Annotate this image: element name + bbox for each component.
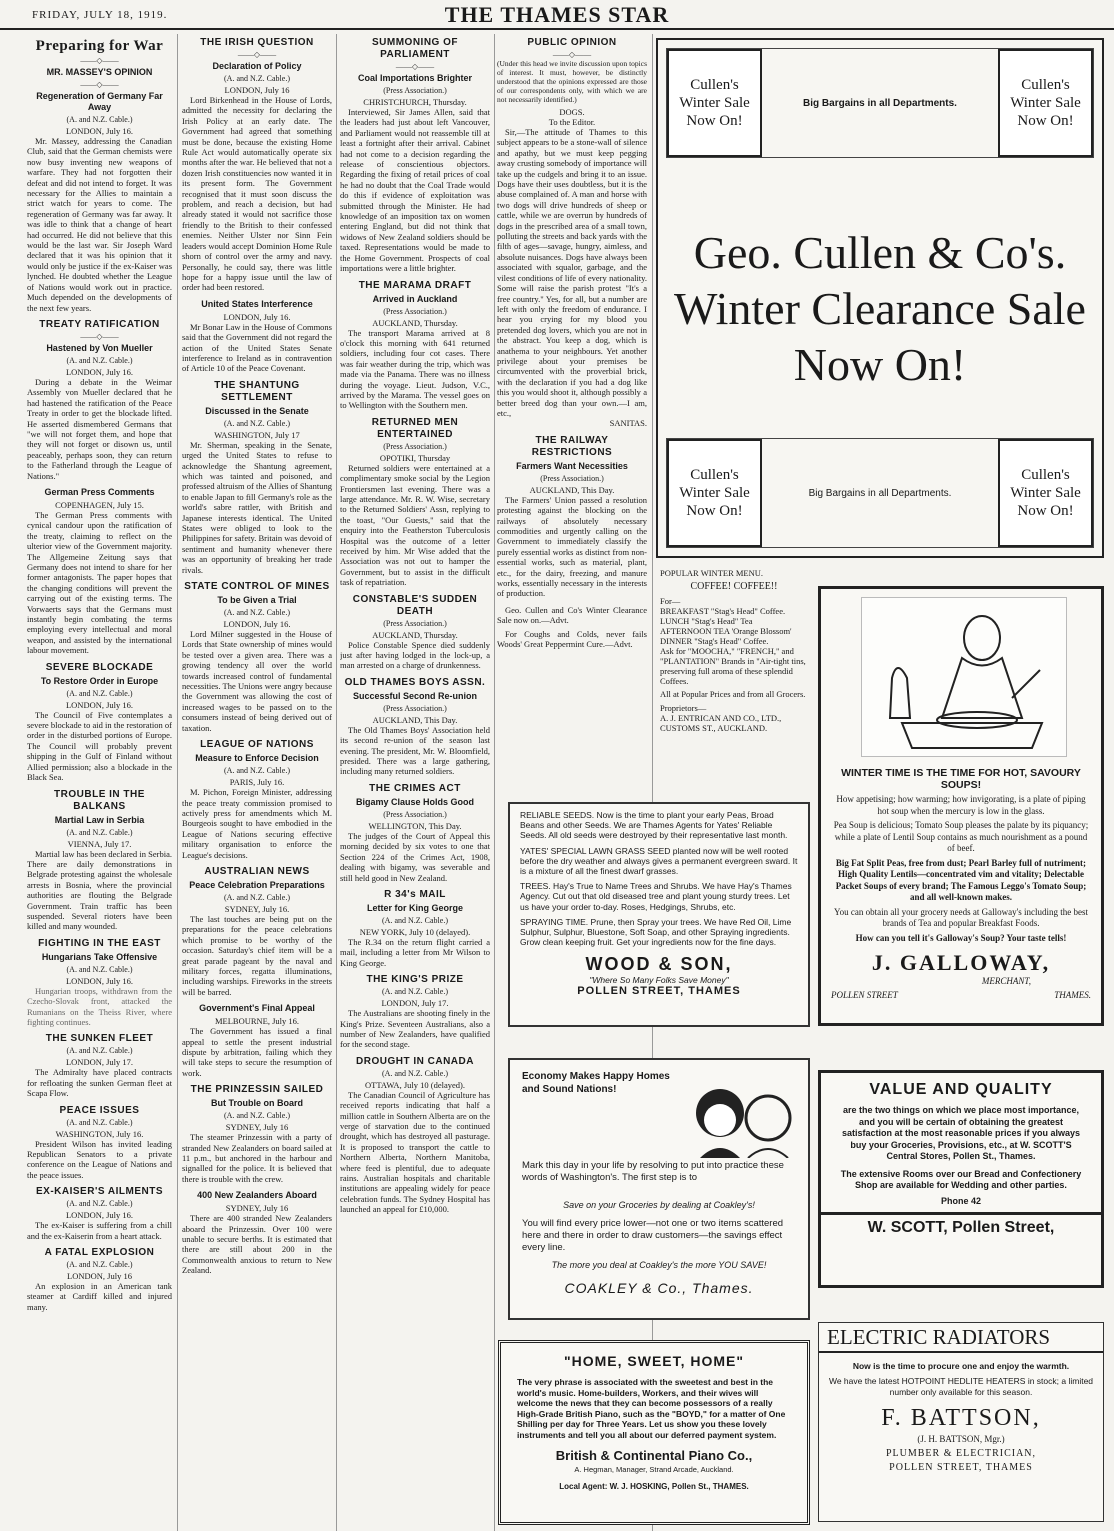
coakley-name: COAKLEY & Co., Thames. bbox=[564, 1280, 754, 1296]
piano-headline: "HOME, SWEET, HOME" bbox=[563, 1353, 745, 1369]
merchant-role: MERCHANT, bbox=[981, 976, 1031, 986]
article-us-interference bbox=[182, 299, 332, 374]
seeds-para: RELIABLE SEEDS. Now is the time to plant your early Peas, Broad Beans and other Seeds. We are Thames Agents for Yates' Reliable Seeds. All old seeds were destroyed by their representative last month. bbox=[520, 810, 788, 841]
article-dateline: LONDON, July 17. bbox=[381, 998, 449, 1009]
article-source: (A. and N.Z. Cable.) bbox=[66, 1117, 133, 1127]
article-headline: 400 New Zealanders Aboard bbox=[197, 1190, 317, 1201]
article-subhead: Arrived in Auckland bbox=[372, 293, 458, 304]
article-source: (A. and N.Z. Cable.) bbox=[224, 1111, 290, 1121]
ornament: ——◇—— bbox=[80, 80, 119, 89]
article-source: (Press Association.) bbox=[383, 809, 447, 819]
article-headline: RETURNED MEN ENTERTAINED bbox=[371, 416, 459, 440]
article-body: The Canadian Council of Agriculture has received reports indicating that half a million cattle in Southern Alberta are on the verge of starvation due to the continued drought, which has destroyed all pasturage. It is proposed to transport the cattle to Northern Alberta, Northern Manitoba, where feed is plentiful, due to adequate rains. Australian hospitals and charitable institutions are appealing widely for peace celebration funds. The Sydney Hospital has launched an appeal for £10,000. bbox=[340, 1089, 490, 1215]
article-dateline: AUCKLAND, This Day. bbox=[529, 484, 615, 495]
article-body: The ex-Kaiser is suffering from a chill and the ex-Kaiserin from a heart attack. bbox=[27, 1220, 172, 1241]
paper-title: THE THAMES STAR bbox=[444, 2, 670, 27]
menu-proprietors: Proprietors— bbox=[660, 703, 707, 713]
menu-line: BREAKFAST "Stag's Head" Coffee. bbox=[660, 606, 786, 616]
diner-eating-soup-icon bbox=[862, 598, 1068, 758]
letter-signature: SANITAS. bbox=[609, 418, 647, 429]
article-body: The Government has issued a final appeal to settle the present industrial dispute by arbitration, failing which they will take steps to secure the resumption of work. bbox=[182, 1026, 332, 1078]
article-dateline: PARIS, July 16. bbox=[229, 777, 285, 788]
article-treaty-ratification bbox=[27, 319, 172, 481]
article-headline: THE CRIMES ACT bbox=[369, 782, 461, 794]
article-crimes-act bbox=[340, 783, 490, 883]
piano-address: A. Hegman, Manager, Strand Arcade, Auckland. bbox=[574, 1465, 734, 1474]
article-german-press bbox=[27, 487, 172, 656]
soup-para: You can obtain all your grocery needs at Galloway's including the best brands of Tea and popular Breakfast Foods. bbox=[834, 906, 1088, 928]
article-headline: FIGHTING IN THE EAST bbox=[38, 937, 161, 949]
menu-line: AFTERNOON TEA 'Orange Blossom' bbox=[660, 626, 792, 636]
column-2 bbox=[182, 34, 332, 1531]
article-body: M. Pichon, Foreign Minister, addressing the peace treaty commission promised to actively press for amendments which M. Bourgeois sought to have embodied in the League of Nations securing effective military organisation to enforce the League's decisions. bbox=[182, 787, 332, 860]
article-dateline: AUCKLAND, Thursday. bbox=[372, 317, 458, 328]
article-irish-question bbox=[182, 37, 332, 293]
cullen-sale-advert bbox=[656, 38, 1104, 558]
piano-advert bbox=[498, 1340, 810, 1525]
article-headline: Preparing for War bbox=[35, 38, 164, 54]
cullen-sale-box: Cullen's Winter Sale Now On! bbox=[667, 439, 762, 547]
article-body: Interviewed, Sir James Allen, said that the leaders had just about left Vancouver, and Parliament would not reassemble till at least a fortnight after their arrival. Cabinet had not come to a decision regarding the release of conscientious objectors. Regarding the fixing of retail prices of coal he had no doubt that the Coal Trade would do this if evidence of exploitation was submitted through the Minister. He had knowledge of an imposition tax on women entering England, but did not think that widows of New Zealand soldiers should be taxed. Representations would be made to the Home Government. Prospects of coal importations were a little brighter. bbox=[340, 107, 490, 274]
small-advert: For Coughs and Colds, never fails Woods' Great Peppermint Cure.—Advt. bbox=[497, 628, 647, 650]
column-4 bbox=[497, 34, 647, 794]
merchant-name: J. GALLOWAY, bbox=[871, 950, 1051, 975]
letter-topic: DOGS. bbox=[559, 107, 585, 117]
article-source: (A. and N.Z. Cable.) bbox=[66, 355, 133, 365]
diner-illustration bbox=[861, 597, 1067, 757]
article-subhead: MR. MASSEY'S OPINION bbox=[46, 67, 153, 77]
elec-para: We have the latest HOTPOINT HEDLITE HEATERS in stock; a limited number only available for this season. bbox=[828, 1376, 1094, 1397]
article-headline: THE MARAMA DRAFT bbox=[358, 279, 472, 291]
menu-subhead: COFFEE! COFFEE!! bbox=[690, 581, 778, 592]
piano-para: The very phrase is associated with the sweetest and best in the world's music. Home-builders, Workers, and their wives will welcome the news that they can become possessors of a really High-Grade British Piano, such as the "BOYD," for a matter of One Shilling per day for Three Years. Let us show you these lovely instruments and tell you all about our deferred payment system. bbox=[517, 1377, 786, 1440]
coakley-headline: Economy Makes Happy Homes and Sound Nations! bbox=[522, 1071, 670, 1095]
article-headline: TROUBLE IN THE BALKANS bbox=[54, 788, 145, 812]
article-source: (Press Association.) bbox=[383, 703, 447, 713]
article-headline: THE SHANTUNG SETTLEMENT bbox=[214, 379, 300, 403]
article-subhead: Farmers Want Necessities bbox=[516, 460, 628, 471]
article-source: (A. and N.Z. Cable.) bbox=[382, 1068, 448, 1078]
column-rule bbox=[177, 34, 178, 1531]
article-body: Hungarian troops, withdrawn from the Czecho-Slovak front, attacked the Rumanians on the Theiss River, where fighting continues. bbox=[27, 985, 172, 1027]
article-headline: THE SUNKEN FLEET bbox=[45, 1033, 154, 1045]
article-marama-draft bbox=[340, 280, 490, 411]
article-subhead: Letter for King George bbox=[366, 902, 463, 913]
article-dateline: LONDON, July 16. bbox=[65, 699, 134, 710]
article-dateline: LONDON, July 16. bbox=[223, 619, 291, 630]
elec-name: F. BATTSON, bbox=[881, 1405, 1041, 1431]
editorial-note: (Under this head we invite discussion upon topics of interest. It must, however, be distinctly understood that the opinions expressed are those of our correspondents only, with which we are not necessarily identified.) bbox=[497, 59, 647, 104]
letter-salutation: To the Editor. bbox=[548, 117, 596, 127]
ornament: ——◇—— bbox=[237, 50, 277, 59]
coffee-menu-advert bbox=[660, 568, 808, 768]
article-shantung bbox=[182, 380, 332, 575]
menu-line: Ask for "MOOCHA," "FRENCH," and "PLANTATION" Brands in "Air-tight tins, preserving full aroma of these splendid Coffees. bbox=[660, 646, 806, 686]
article-returned-men bbox=[340, 417, 490, 588]
elec-manager: (J. H. BATTSON, Mgr.) bbox=[917, 1434, 1005, 1444]
article-headline: PUBLIC OPINION bbox=[527, 37, 617, 48]
ornament: ——◇—— bbox=[80, 331, 119, 341]
article-source: (A. and N.Z. Cable.) bbox=[382, 915, 448, 925]
article-body: The Australians are shooting finely in the King's Prize. Seventeen Australians, also a number of New Zealanders, have qualified for the second stage. bbox=[340, 1008, 490, 1050]
article-body: An explosion in an American tank steamer at Cardiff killed and injured many. bbox=[27, 1281, 172, 1312]
article-headline: STATE CONTROL OF MINES bbox=[184, 581, 330, 593]
ornament: ——◇—— bbox=[552, 50, 592, 59]
article-headline: R 34's MAIL bbox=[384, 888, 446, 900]
article-preparing-for-war bbox=[27, 37, 172, 313]
article-source: (A. and N.Z. Cable.) bbox=[224, 74, 290, 83]
article-headline: DROUGHT IN CANADA bbox=[356, 1055, 474, 1067]
article-headline: THE RAILWAY RESTRICTIONS bbox=[531, 434, 613, 458]
soup-text bbox=[831, 767, 1091, 1001]
article-body: The Old Thames Boys' Association held its second re-union of the season last evening. The president, Mr. W. Bloomfield, presided. There was a large gathering, including many returned soldiers. bbox=[340, 724, 490, 777]
article-headline: THE IRISH QUESTION bbox=[200, 37, 314, 48]
article-subhead: But Trouble on Board bbox=[211, 1098, 303, 1109]
issue-date: FRIDAY, JULY 18, 1919. bbox=[32, 9, 168, 21]
article-source: (A. and N.Z. Cable.) bbox=[224, 608, 290, 618]
article-dateline: OPOTIKI, Thursday bbox=[379, 452, 451, 463]
article-dateline: SYDNEY, July 16. bbox=[224, 903, 290, 914]
cullen-banner-bottom bbox=[666, 438, 1094, 548]
article-headline: Government's Final Appeal bbox=[199, 1003, 315, 1014]
article-body: The German Press comments with cynical candour upon the ratification of the treaty, claiming to reflect on the ulterior view of the Government majority. The Allgemeine Zeitung says that Germany does not intend to share for her former antagonists. The paper hopes that the changing conditions will prevent the carrying out of the existing terms. The Vorwaerts says that the Germans must instantly begin combating the terms employing every intellectual and moral weapon, and assisted by the international labour movement. bbox=[27, 509, 172, 656]
article-subhead: Hungarians Take Offensive bbox=[41, 951, 158, 962]
coakley-para: The more you deal at Coakley's the more YOU SAVE! bbox=[551, 1260, 767, 1270]
article-australian-news bbox=[182, 866, 332, 997]
article-subhead: Regeneration of Germany Far Away bbox=[36, 91, 163, 112]
article-body: There are 400 stranded New Zealanders aboard the Prinzessin. Over 100 were unable to secure berths. It is estimated that there are still about 200 in the Commonwealth anxious to return to New Zealand. bbox=[182, 1213, 332, 1276]
wood-and-son-advert bbox=[508, 802, 810, 1027]
ornament: ——◇—— bbox=[395, 62, 435, 71]
seeds-para: YATES' SPECIAL LAWN GRASS SEED planted now will be well rooted before the dry weather and always gives a permanent evergreen sward. It is a mixture of all the finest dwarf grasses. bbox=[520, 845, 798, 877]
column-rule bbox=[494, 34, 495, 1531]
article-body: Mr Bonar Law in the House of Commons said that the Government did not regard the action of the United States Senate interference to Ireland as in contravention of Article 10 of the Peace Covenant. bbox=[182, 321, 332, 374]
elec-para: Now is the time to procure one and enjoy the warmth. bbox=[852, 1361, 1070, 1371]
article-dateline: MELBOURNE, July 16. bbox=[214, 1016, 300, 1027]
article-headline: German Press Comments bbox=[44, 486, 155, 497]
article-dateline: LONDON, July 16 bbox=[67, 1271, 132, 1282]
article-headline: A FATAL EXPLOSION bbox=[44, 1247, 155, 1259]
article-headline: CONSTABLE'S SUDDEN DEATH bbox=[352, 593, 478, 617]
small-advert: Geo. Cullen and Co's Winter Clearance Sale now on.—Advt. bbox=[497, 604, 647, 626]
article-state-control-mines bbox=[182, 581, 332, 733]
elec-headline: ELECTRIC RADIATORS bbox=[819, 1323, 1103, 1353]
article-peace-issues bbox=[27, 1105, 172, 1181]
article-dateline: LONDON, July 16. bbox=[223, 311, 291, 322]
article-source: (A. and N.Z. Cable.) bbox=[224, 766, 290, 776]
article-dateline: LONDON, July 16 bbox=[224, 85, 290, 95]
article-source: (A. and N.Z. Cable.) bbox=[224, 418, 290, 428]
article-body: President Wilson has invited leading Republican Senators to a private conference on the League of Nations and the peace issues. bbox=[27, 1138, 172, 1180]
scott-headline: VALUE AND QUALITY bbox=[869, 1081, 1053, 1098]
seeds-para: SPRAYING TIME. Prune, then Spray your trees. We have Red Oil, Lime Sulphur, Sulphur, Bluestone, Soft Soap, and other Spraying ingredients. Grow clean keeping fruit. Get your ingredients now for the fine days. bbox=[520, 916, 792, 948]
article-source: (A. and N.Z. Cable.) bbox=[66, 1046, 133, 1056]
galloway-soup-advert bbox=[818, 586, 1104, 1026]
menu-line: All at Popular Prices and from all Grocers. bbox=[660, 689, 806, 699]
article-dateline: NEW YORK, July 10 (delayed). bbox=[359, 926, 471, 937]
merchant-town: THAMES. bbox=[1054, 989, 1091, 1000]
wood-son-name: WOOD & SON, bbox=[585, 954, 733, 975]
article-body: During a debate in the Weimar Assembly von Mueller declared that he had hastened the ratification of the Peace Treaty in order to get the blockade lifted. He asserted dismembered Germans that "we will not forget them, and hope that they will not forget or disown us, until peaceably, perhaps soon, they can return to the Fatherland through the League of Nations." bbox=[27, 376, 172, 481]
article-headline: THE KING'S PRIZE bbox=[366, 974, 464, 986]
article-final-appeal bbox=[182, 1003, 332, 1078]
article-fatal-explosion bbox=[27, 1247, 172, 1312]
cullen-title-line: Now On! bbox=[793, 339, 967, 390]
article-subhead: Measure to Enforce Decision bbox=[195, 753, 319, 764]
scott-name: W. SCOTT, Pollen Street, bbox=[821, 1212, 1101, 1237]
article-constable-death bbox=[340, 594, 490, 671]
article-dateline: WASHINGTON, July 16. bbox=[55, 1128, 144, 1139]
article-subhead: Declaration of Policy bbox=[212, 61, 302, 71]
merchant-street: POLLEN STREET bbox=[831, 989, 898, 1000]
article-body: Mr. Massey, addressing the Canadian Club, said that the German chemists were now busy inventing new weapons of warfare. They had not forgotten their defeat and did not intend to forget. It was necessary for the Allies to maintain a strict watch for years to come. The regeneration of Germany was far away. It was idle to think that a change of heart had occurred. He did not believe that this would be the last war. Sir Joseph Ward declared that it was his opinion that it would only be justice if the ex-Kaiser was lynched. He doubted whether the League of Nations would work out in practice. Much depended on the developments of the next few years. bbox=[27, 136, 172, 313]
column-1 bbox=[27, 34, 172, 1531]
article-body: Mr. Sherman, speaking in the Senate, urged the United States to refuse to acknowledge the Shantung agreement, which was tainted and poisoned, and professed altruism of the Allies of Shantung to enable Japan to fill Germany's role as the world's sabre rattler, with British and Japanese interests identical. The United States were obliged to look to the Philippines for safety. Britain was devoid of sentiment and humanity whenever there was an opportunity of breaking her trade rivals. bbox=[182, 439, 332, 575]
article-league-of-nations bbox=[182, 739, 332, 860]
article-r34-mail bbox=[340, 889, 490, 968]
article-dateline: LONDON, July 17. bbox=[65, 1057, 134, 1068]
article-subhead: To Restore Order in Europe bbox=[40, 675, 159, 686]
article-subhead: Martial Law in Serbia bbox=[54, 814, 145, 825]
article-source: (Press Association.) bbox=[383, 306, 447, 316]
scott-para: are the two things on which we place most importance, and you will be certain of obtaining the greatest satisfaction at the most reasonable prices if you always buy your Groceries, Provisions, etc., at W. SCOTT'S Central Stores, Pollen St., Thames. bbox=[841, 1105, 1081, 1161]
cullen-sale-box: Cullen's Winter Sale Now On! bbox=[998, 49, 1093, 157]
article-dateline: LONDON, July 16. bbox=[65, 1210, 134, 1221]
menu-title: POPULAR WINTER MENU. bbox=[660, 568, 764, 578]
elec-role: PLUMBER & ELECTRICIAN, bbox=[885, 1448, 1037, 1459]
cullen-banner-top bbox=[666, 48, 1094, 158]
article-body: Lord Milner suggested in the House of Lords that State ownership of mines would be tested over a given area. There was a growing tendency all over the world towards increased control of fundamental necessities. The Unions were angry because the Government was allowing the cost of increased wages to be passed on to the consumers instead of being derived out of taxation. bbox=[182, 629, 332, 733]
piano-agent: Local Agent: W. J. HOSKING, Pollen St., THAMES. bbox=[559, 1482, 749, 1491]
article-dateline: OTTAWA, July 10 (delayed). bbox=[365, 1079, 465, 1090]
article-dateline: WELLINGTON, This Day. bbox=[368, 820, 462, 831]
article-source: (Press Association.) bbox=[383, 441, 447, 451]
bargains-text: Big Bargains in all Departments. bbox=[808, 487, 952, 499]
article-severe-blockade bbox=[27, 662, 172, 783]
article-headline: TREATY RATIFICATION bbox=[39, 318, 160, 330]
soup-para: Pea Soup is delicious; Tomato Soup pleases the palate by its piquancy; while a plate of Lentil Soup contains as much nourishment as a pound of beef. bbox=[833, 820, 1089, 853]
soup-para: How can you tell it's Galloway's Soup? Your taste tells! bbox=[855, 932, 1067, 943]
article-subhead: Coal Importations Brighter bbox=[357, 73, 472, 83]
scott-phone: Phone 42 bbox=[940, 1195, 981, 1206]
article-dateline: CHRISTCHURCH, Thursday. bbox=[363, 97, 467, 107]
article-source: (A. and N.Z. Cable.) bbox=[224, 892, 290, 902]
scott-para: The extensive Rooms over our Bread and Confectionery Shop are available for Wedding and other parties. bbox=[840, 1168, 1082, 1190]
article-body: The Farmers' Union passed a resolution protesting against the blocking on the railways of absolutely necessary commodities and urgently calling on the Government to immediately classify the purely essential works as distinct from non-essential works, such as material, plant, etc., for the dairy, freezing, and manure works, essentially necessary in the interests of production. bbox=[497, 494, 647, 599]
electric-radiators-advert bbox=[818, 1322, 1104, 1522]
article-source: (A. and N.Z. Cable.) bbox=[66, 688, 133, 698]
cullen-sale-box: Cullen's Winter Sale Now On! bbox=[667, 49, 762, 157]
cullen-title-line: Winter Clearance Sale bbox=[674, 283, 1086, 334]
menu-for: For— bbox=[660, 596, 681, 606]
article-fighting-east bbox=[27, 938, 172, 1028]
coakley-para: Save on your Groceries by dealing at Coakley's! bbox=[563, 1200, 755, 1210]
scott-advert bbox=[818, 1070, 1104, 1288]
article-balkans bbox=[27, 789, 172, 932]
article-body: The judges of the Court of Appeal this morning decided by six votes to one that Section 224 of the Crimes Act, 1908, dealing with bigamy, was severable and still held good in New Zealand. bbox=[340, 830, 490, 883]
soup-para: Big Fat Split Peas, free from dust; Pearl Barley full of nutriment; High Quality Lentils—concentrated vim and vitality; Delectable Packet Soups of every brand; The Famous Leggo's Tomato Soup; and all well-known makes. bbox=[835, 857, 1087, 902]
article-headline: OLD THAMES BOYS ASSN. bbox=[344, 676, 486, 688]
article-dateline: COPENHAGEN, July 15. bbox=[55, 499, 144, 510]
menu-line: LUNCH "Stag's Head" Tea bbox=[660, 616, 753, 626]
wood-son-street: POLLEN STREET, THAMES bbox=[577, 984, 741, 997]
article-sunken-fleet bbox=[27, 1033, 172, 1098]
soup-headline: WINTER TIME IS THE TIME FOR HOT, SAVOURY SOUPS! bbox=[841, 767, 1081, 791]
column-rule bbox=[336, 34, 337, 1531]
article-source: (Press Association.) bbox=[540, 473, 604, 483]
article-headline: AUSTRALIAN NEWS bbox=[204, 865, 310, 877]
article-body: Police Constable Spence died suddenly just after having lodged in the lock-up, a man arrested on a charge of drunkenness. bbox=[340, 639, 490, 671]
coakley-para: You will find every price lower—not one or two items scattered here and there in order to draw customers—the savings effect every line. bbox=[522, 1218, 784, 1253]
article-dateline: WASHINGTON, July 17 bbox=[214, 429, 300, 440]
article-body: The steamer Prinzessin with a party of stranded New Zealanders on board sailed at 11 p.m., but anchored in the harbour and signalled for the police. It is believed that there is trouble with the crew. bbox=[182, 1132, 332, 1184]
article-source: (Press Association.) bbox=[383, 86, 447, 95]
article-source: (A. and N.Z. Cable.) bbox=[66, 1199, 133, 1209]
article-source: (Press Association.) bbox=[383, 618, 447, 628]
column-3 bbox=[340, 34, 490, 1531]
soup-para: How appetising; how warming; how invigorating, is a plate of piping hot soup when the mercury is low in the glass. bbox=[836, 794, 1086, 816]
article-public-opinion bbox=[497, 37, 647, 429]
article-400-new-zealanders bbox=[182, 1190, 332, 1275]
article-headline: EX-KAISER'S AILMENTS bbox=[35, 1186, 164, 1198]
article-subhead: To be Given a Trial bbox=[217, 595, 297, 606]
article-body: Returned soldiers were entertained at a complimentary smoke social by the Legion Frontiersmen last evening. There was a large attendance. Mr. R. W. Wise, secretary to the Returned Soldiers' Assn, replying to the toast, "Our Guests," said that the enquiry into the Featherston Tuberculosis Hospital was the outcome of a letter received by him. Mr Wise added that the Association was not out to hamper the Government, but to assist in the difficult task of repatriation. bbox=[340, 462, 490, 588]
article-body: The Council of Five contemplates a severe blockade to aid in the restoration of order in the disturbed portions of Europe. The Council will probably prevent shipping in the Gulf of Finland without Allied permission; also a blockade in the Black Sea. bbox=[27, 709, 172, 783]
elec-street: POLLEN STREET, THAMES bbox=[889, 1462, 1033, 1473]
article-body: Martial law has been declared in Serbia. There are daily demonstrations in Belgrade protesting against the wholesale arrests in Bosnia, where the provincial authorities are flouting the Belgrade Government. Train traffic has been suspended. Several rioters have been killed and many wounded. bbox=[27, 848, 172, 932]
article-subhead: Hastened by Von Mueller bbox=[46, 342, 153, 353]
menu-firm: A. J. ENTRICAN AND CO., LTD., CUSTOMS ST., AUCKLAND. bbox=[660, 713, 782, 733]
article-ex-kaiser bbox=[27, 1186, 172, 1241]
article-dateline: AUCKLAND, Thursday. bbox=[372, 629, 458, 640]
cullen-headline bbox=[658, 225, 1102, 393]
children-illustration-icon bbox=[680, 1068, 800, 1158]
article-dateline: LONDON, July 16. bbox=[65, 366, 134, 377]
cullen-title-line: Geo. Cullen & Co's. bbox=[693, 227, 1067, 278]
article-source: (A. and N.Z. Cable.) bbox=[66, 964, 133, 974]
article-headline: LEAGUE OF NATIONS bbox=[200, 739, 314, 751]
article-body: Lord Birkenhead in the House of Lords, admitted the necessity for declaring the Irish Policy at an early date. The Government had agreed that something must be done, because the existing Home Rule Act would automatically operate six months after the war. He believed that not a dozen Irish constituencies now wanted it in its present form. The Government recognised that it must soon discuss the problem, and reach a decision, but had already stated it would not sacrifice those friendly to the British to their confessed enemies. Neither Ulster nor Sinn Fein leaders would accept Dominion Home Rule shorn of control over the army and navy. Personally, he could say, there was little hope for a happy issue until the law of order had been restored. bbox=[182, 95, 332, 293]
article-subhead: Peace Celebration Preparations bbox=[189, 879, 325, 890]
coakley-para: Mark this day in your life by resolving to put into practice these words of Washington's. The first step is to bbox=[522, 1160, 784, 1183]
article-body: The last touches are being put on the preparations for the peace celebrations which promise to be worthy of the occasion. Saturday's chief item will be a great parade pageant by the naval and military forces, regatta illuminations, including warships. Fireworks in the streets will be barred. bbox=[182, 913, 332, 997]
article-headline: SEVERE BLOCKADE bbox=[45, 661, 154, 673]
article-old-thames-boys bbox=[340, 677, 490, 777]
article-kings-prize bbox=[340, 974, 490, 1050]
article-dateline: SYDNEY, July 16 bbox=[225, 1203, 289, 1214]
article-railway-restrictions bbox=[497, 435, 647, 599]
piano-company: British & Continental Piano Co., bbox=[555, 1448, 753, 1463]
article-dateline: VIENNA, July 17. bbox=[67, 838, 132, 849]
article-source: (A. and N.Z. Cable.) bbox=[66, 827, 133, 837]
article-subhead: Discussed in the Senate bbox=[205, 405, 309, 416]
coakley-advert bbox=[508, 1058, 810, 1320]
article-body: The Admiralty have placed contracts for refloating the sunken German fleet at Scapa Flow. bbox=[27, 1067, 172, 1099]
ornament: ——◇—— bbox=[80, 56, 119, 65]
bargains-text: Big Bargains in all Departments. bbox=[803, 97, 957, 109]
article-headline: United States Interference bbox=[201, 298, 313, 309]
article-dateline: AUCKLAND, This Day. bbox=[372, 714, 458, 725]
article-subhead: Successful Second Re-union bbox=[352, 690, 478, 701]
article-source: (A. and N.Z. Cable.) bbox=[382, 987, 448, 997]
article-headline: PEACE ISSUES bbox=[59, 1104, 140, 1116]
article-dateline: LONDON, July 16. bbox=[65, 975, 134, 986]
article-dateline: SYDNEY, July 16 bbox=[225, 1122, 289, 1133]
article-source: (A. and N.Z. Cable.) bbox=[66, 1260, 133, 1270]
article-body: The R.34 on the return flight carried a mail, including a letter from Mr Wilson to King George. bbox=[340, 936, 490, 968]
article-dateline: LONDON, July 16. bbox=[65, 126, 134, 136]
menu-line: DINNER "Stag's Head" Coffee. bbox=[660, 636, 769, 646]
article-body: The transport Marama arrived at 8 o'clock this morning with 641 returned soldiers, including four cot cases. There was fair weather during the trip, which was made via the Panama. There was no illness during the voyage. Lieut. Judson, V.C., arrived by the Marama. The vessel goes on to Wellington with the Southern men. bbox=[340, 327, 490, 411]
article-source: (A. and N.Z. Cable.) bbox=[66, 115, 133, 124]
cullen-sale-box: Cullen's Winter Sale Now On! bbox=[998, 439, 1093, 547]
article-summoning-parliament bbox=[340, 37, 490, 274]
article-body: Sir,—The attitude of Thames to this subject appears to be a stone-wall of silence and apathy, but we must keep pegging away crusting somebody of importance will take up the cudgels and bring it to an issue. Dogs have their uses doubtless, but it is the abuse complained of. A man and horse with two dogs will drive hundreds of sheep or cattle, while we are overrun by hundreds of dogs in the prescribed area of a small town, polluting the streets and back yards with the filth of ages—savage, hungry, aimless, and absolute nuisances. Dogs have always been associated with squalor, garbage, and the vilest conditions of life of every nationality. Some will raise the parish protest "It's a free country." Yes, for all, but a number are left with only the freedom of endurance. I hear you crying for my blood you pretended dog lovers, which you are not in the abstract. You keep a dog, which is anathema to your neighbours. Yet another privilege about your premises be circumvented with the proverbial brick, with the declaration if you had a dog like this you would shoot it, although possibly a better breed dog than your own.—I am, etc., bbox=[497, 127, 647, 418]
seeds-para: TREES. Hay's True to Name Trees and Shrubs. We have Hay's Thames Agency. Cut out that old diseased tree and plant young sturdy trees. Let us have your order to-day. Roses, Hedgings, Shrubs, etc. bbox=[520, 881, 792, 912]
article-drought-canada bbox=[340, 1056, 490, 1215]
article-headline: SUMMONING OF PARLIAMENT bbox=[372, 37, 458, 60]
article-headline: THE PRINZESSIN SAILED bbox=[190, 1084, 324, 1096]
wood-son-tagline: "Where So Many Folks Save Money" bbox=[589, 975, 729, 986]
masthead bbox=[0, 0, 1114, 30]
article-subhead: Bigamy Clause Holds Good bbox=[355, 796, 475, 807]
article-prinzessin bbox=[182, 1084, 332, 1184]
